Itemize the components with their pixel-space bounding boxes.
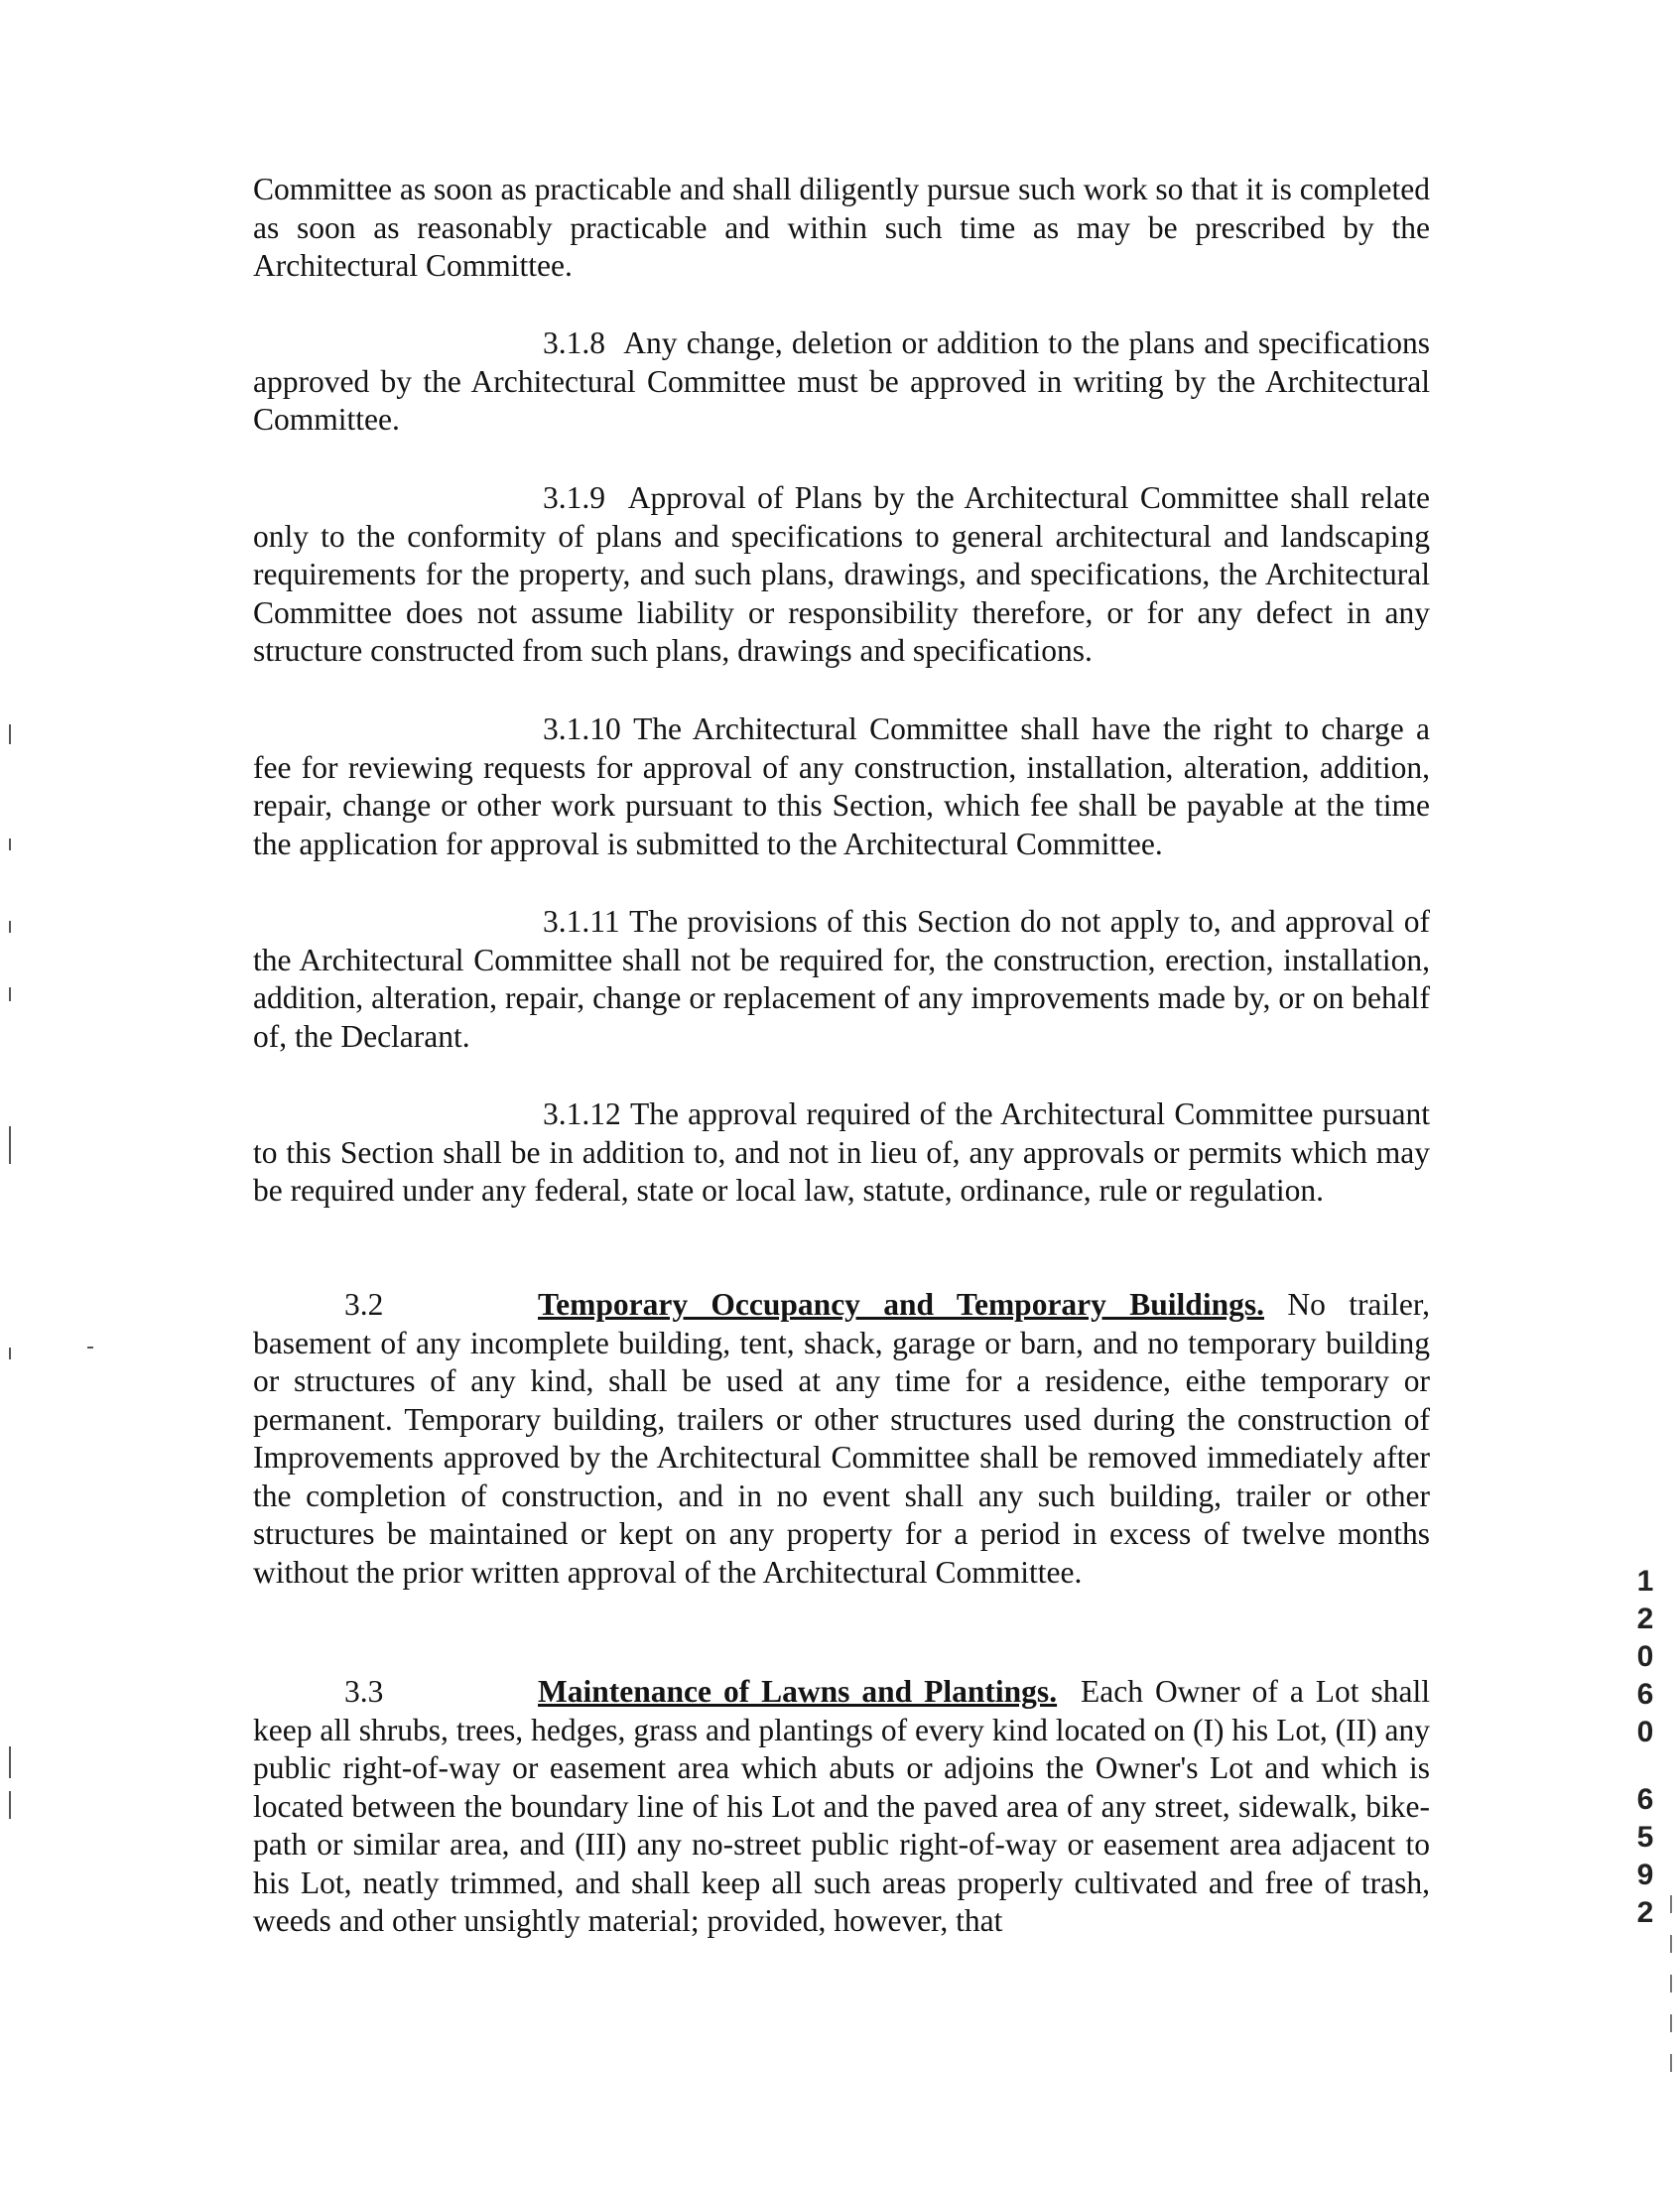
scan-speck (9, 1791, 11, 1819)
scan-speck (9, 1348, 11, 1359)
paragraph-text: The Architectural Committee shall have the right to charge a fee for reviewing requests for approval of any construction, installation, alteration, addition, repair, change or other work pursuant to this Section, which fee shall be payable at the time the application for approval is submitted to the Architectural Committee. (253, 711, 1431, 861)
paragraph-3-1-10 (253, 710, 1430, 863)
stamp-digit: 2 (1636, 1603, 1654, 1635)
paragraph-continuation (253, 171, 1430, 286)
paragraph-3-1-9 (253, 479, 1430, 671)
paragraph-text: No trailer, basement of any incomplete building, tent, shack, garage or barn, and no temporary building or structures of any kind, shall be used at any time for a residence, eithe temporary or permanent. Temporary building, trailers or other structures used during the construction of Improvements approved by the Architectural Committee shall be removed immediately after the completion of construction, and in no event shall any such building, trailer or other structures be maintained or kept on any property for a period in excess of twelve months without the prior written approval of the Architectural Committee. (253, 1287, 1431, 1590)
scan-speck (1670, 1895, 1672, 1913)
section-number: 3.1.9 (543, 480, 605, 515)
scan-speck (9, 724, 11, 744)
document-number-stamp (1630, 1563, 1660, 1932)
stamp-digit: 6 (1636, 1678, 1654, 1711)
scan-speck (1670, 1935, 1672, 1953)
scan-speck (9, 838, 11, 850)
section-number: 3.1.12 (543, 1096, 621, 1131)
section-number: 3.2 (344, 1287, 384, 1322)
paragraph-3-1-8 (253, 324, 1430, 440)
section-number: 3.1.10 (543, 711, 621, 746)
scan-speck (1670, 2054, 1672, 2072)
paragraph-text: Each Owner of a Lot shall keep all shrubs, trees, hedges, grass and plantings of every kind located on (I) his Lot, (II) any public right-of-way or easement area which abuts or adjoins the Owner's Lot and which is located between the boundary line of his Lot and the paved area of any street, sidewalk, bike-path or similar area, and (III) any no-street public right-of-way or easement area adjacent to his Lot, neatly trimmed, and shall keep all such areas properly cultivated and free of trash, weeds and other unsightly material; provided, however, that (253, 1674, 1430, 1938)
scan-speck (1670, 2014, 1672, 2032)
scan-speck (9, 1126, 11, 1164)
stamp-digit: 0 (1636, 1640, 1654, 1673)
paragraph-3-1-11 (253, 903, 1430, 1056)
section-3-2 (253, 1286, 1430, 1592)
paragraph-text: The approval required of the Architectural Committee pursuant to this Section shall be in addition to, and not in lieu of, any approvals or permits which may be required under any federal, state or local law, statute, ordinance, rule or regulation. (253, 1096, 1431, 1208)
paragraph-3-1-12 (253, 1095, 1430, 1211)
section-3-3 (253, 1673, 1430, 1941)
section-heading: Maintenance of Lawns and Plantings. (538, 1674, 1058, 1709)
stamp-digit: 1 (1636, 1565, 1654, 1598)
scan-speck (9, 987, 11, 1001)
stamp-digit: 9 (1636, 1859, 1654, 1891)
scan-speck (1670, 1975, 1672, 1993)
stamp-digit: 0 (1636, 1716, 1654, 1748)
scan-speck (9, 921, 11, 933)
stamp-gap (1630, 1751, 1660, 1781)
paragraph-text: Committee as soon as practicable and shall diligently pursue such work so that it is completed as soon as reasonably practicable and within such time as may be prescribed by the Architectural Committee. (253, 172, 1430, 283)
paragraph-text: The provisions of this Section do not apply to, and approval of the Architectural Committee shall not be required for, the construction, erection, installation, addition, alteration, repair, change or replacement of any improvements made by, or on behalf of, the Declarant. (253, 904, 1430, 1054)
section-number: 3.3 (344, 1674, 384, 1709)
paragraph-text: Approval of Plans by the Architectural Committee shall relate only to the conformity of plans and specifications to general architectural and landscaping requirements for the property, and such plans, drawings, and specifications, the Architectural Committee does not assume liability or responsibility therefore, or for any defect in any structure constructed from such plans, drawings and specifications. (253, 480, 1430, 668)
stamp-digit: 5 (1636, 1821, 1654, 1854)
section-number: 3.1.8 (543, 325, 605, 360)
scan-speck (9, 1746, 11, 1778)
stamp-digit: 6 (1636, 1783, 1654, 1816)
paragraph-text: Any change, deletion or addition to the plans and specifications approved by the Architectural Committee must be approved in writing by the Architectural Committee. (253, 325, 1431, 437)
section-number: 3.1.11 (543, 904, 620, 939)
section-heading: Temporary Occupancy and Temporary Buildings. (538, 1287, 1264, 1322)
scan-speck (87, 1347, 93, 1349)
stamp-digit: 2 (1636, 1896, 1654, 1929)
